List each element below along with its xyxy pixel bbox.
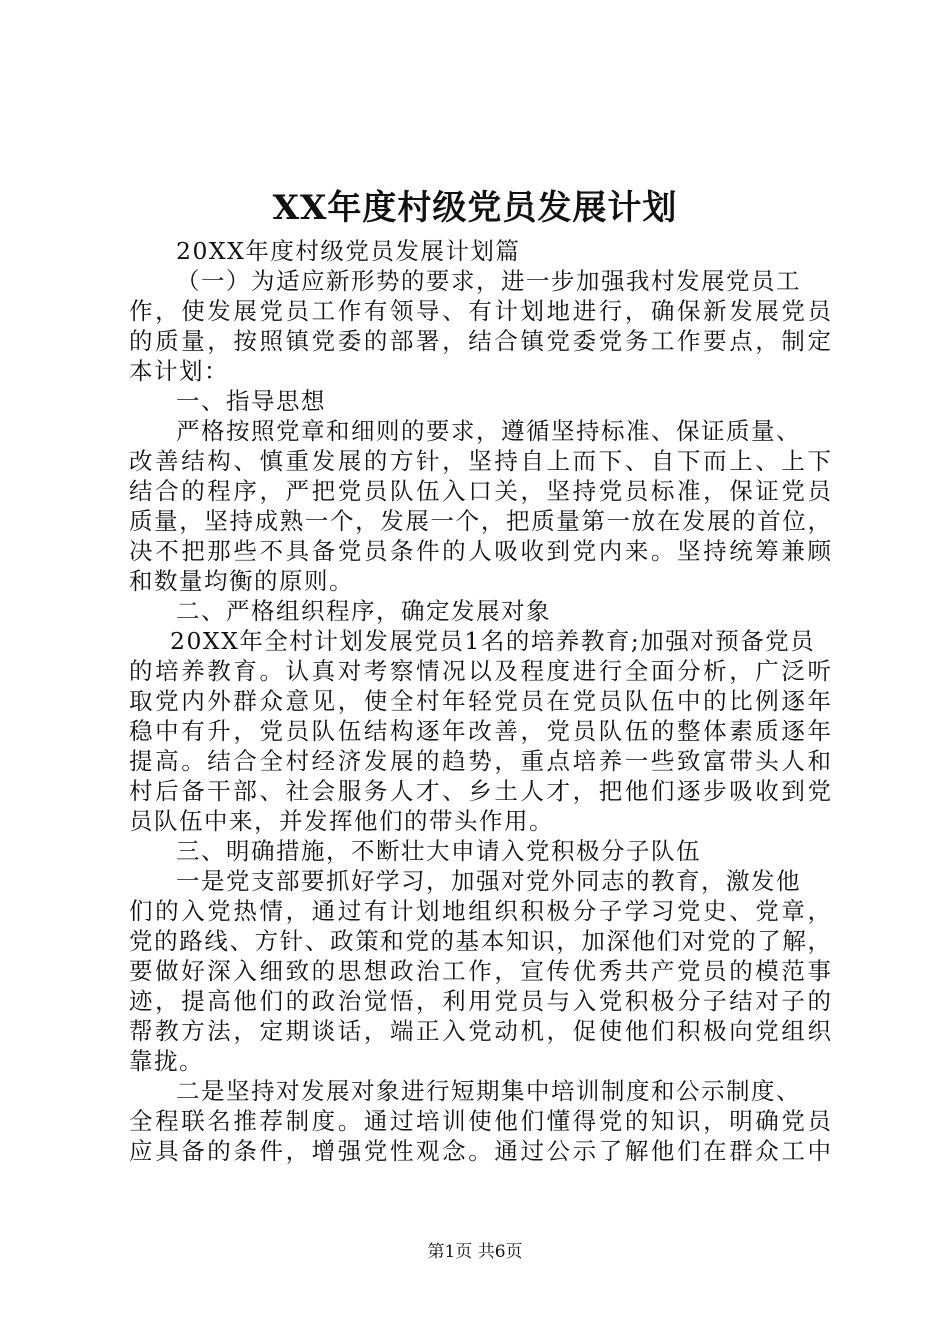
body-line: （一）为适应新形势的要求，进一步加强我村发展党员工 <box>176 267 801 295</box>
body-line: 严格按照党章和细则的要求，遵循坚持标准、保证质量、 <box>176 417 801 445</box>
body-line: 应具备的条件，增强党性观念。通过公示了解他们在群众工中 <box>129 1137 831 1165</box>
body-line: 结合的程序，严把党员队伍入口关，坚持党员标准，保证党员 <box>129 477 831 505</box>
body-line: 和数量均衡的原则。 <box>129 567 354 595</box>
body-line: 的质量，按照镇党委的部署，结合镇党委党务工作要点，制定 <box>129 327 831 355</box>
section-heading: 三、明确措施，不断壮大申请入党积极分子队伍 <box>176 837 701 865</box>
body-line: 改善结构、慎重发展的方针，坚持自上而下、自下而上、上下 <box>129 447 831 475</box>
body-line: 本计划： <box>129 357 229 385</box>
body-line: 20XX年全村计划发展党员1名的培养教育;加强对预备党员 <box>170 627 816 655</box>
document-body <box>129 236 831 1166</box>
body-line: 稳中有升，党员队伍结构逐年改善，党员队伍的整体素质逐年 <box>129 717 831 745</box>
body-line: 提高。结合全村经济发展的趋势，重点培养一些致富带头人和 <box>129 747 831 775</box>
body-line: 一是党支部要抓好学习，加强对党外同志的教育，激发他 <box>176 867 801 895</box>
body-line: 们的入党热情，通过有计划地组织积极分子学习党史、党章， <box>129 897 831 925</box>
body-line: 决不把那些不具备党员条件的人吸收到党内来。坚持统筹兼顾 <box>129 537 831 565</box>
body-line: 要做好深入细致的思想政治工作，宣传优秀共产党员的模范事 <box>129 957 831 985</box>
body-line: 村后备干部、社会服务人才、乡土人才，把他们逐步吸收到党 <box>129 777 831 805</box>
body-line: 迹，提高他们的政治觉悟，利用党员与入党积极分子结对子的 <box>129 987 831 1015</box>
body-line: 取党内外群众意见，使全村年轻党员在党员队伍中的比例逐年 <box>129 687 831 715</box>
body-line: 帮教方法，定期谈话，端正入党动机，促使他们积极向党组织 <box>129 1017 831 1045</box>
body-line: 全程联名推荐制度。通过培训使他们懂得党的知识，明确党员 <box>129 1107 831 1135</box>
body-line: 二是坚持对发展对象进行短期集中培训制度和公示制度、 <box>176 1077 801 1105</box>
body-line: 党的路线、方针、政策和党的基本知识，加深他们对党的了解， <box>129 927 831 955</box>
document-title: XX年度村级党员发展计划 <box>272 188 678 228</box>
page-number: 第1页 共6页 <box>427 1242 523 1262</box>
body-line: 质量，坚持成熟一个，发展一个，把质量第一放在发展的首位， <box>129 507 831 535</box>
body-line: 的培养教育。认真对考察情况以及程度进行全面分析，广泛听 <box>129 657 831 685</box>
section-heading: 二、严格组织程序，确定发展对象 <box>176 597 551 625</box>
body-line: 20XX年度村级党员发展计划篇 <box>176 237 521 265</box>
body-line: 作，使发展党员工作有领导、有计划地进行，确保新发展党员 <box>129 297 831 325</box>
body-line: 员队伍中来，并发挥他们的带头作用。 <box>129 807 554 835</box>
body-line: 靠拢。 <box>129 1047 204 1075</box>
section-heading: 一、指导思想 <box>176 387 326 415</box>
